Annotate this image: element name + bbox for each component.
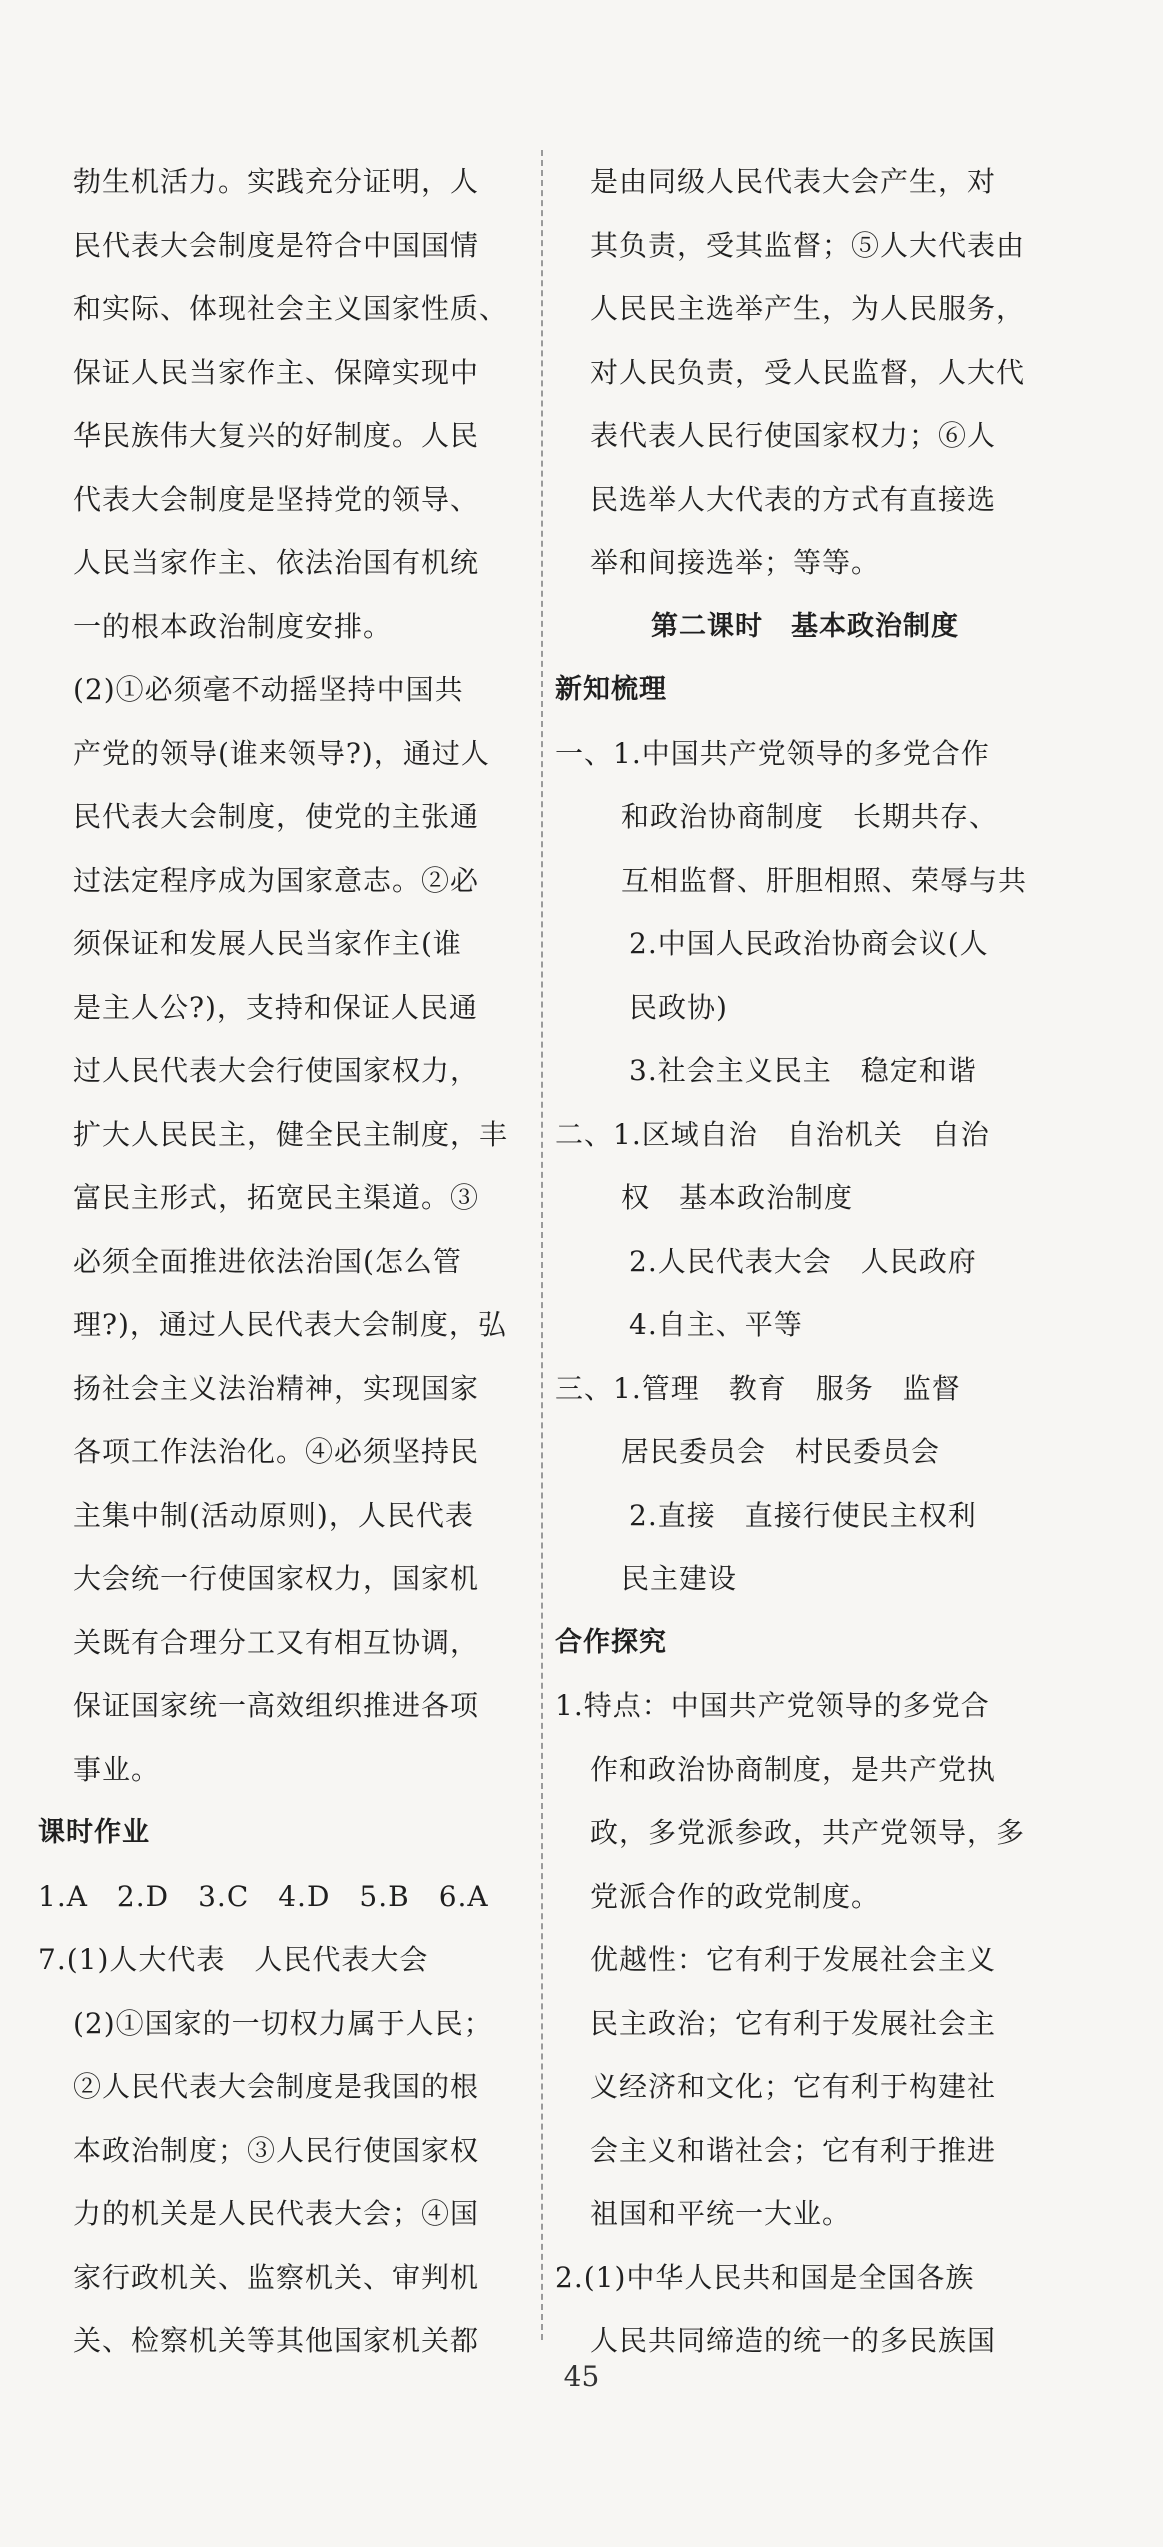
text-line: 产党的领导(谁来领导?)，通过人 (73, 736, 490, 770)
text-line: 对人民负责，受人民监督，人大代 (590, 355, 1026, 389)
text-line: 关、检察机关等其他国家机关都 (73, 2324, 480, 2357)
text-line: 4.自主、平等 (629, 1308, 803, 1341)
text-line: 事业。 (73, 1752, 161, 1786)
text-line: 一的根本政治制度安排。 (73, 609, 393, 643)
text-line: (2)①国家的一切权力属于人民； (73, 2006, 493, 2040)
text-line: 大会统一行使国家权力，国家机 (73, 1562, 480, 1595)
text-line: 过法定程序成为国家意志。②必 (73, 863, 480, 897)
text-line: 祖国和平统一大业。 (590, 2197, 852, 2230)
text-line: 其负责，受其监督；⑤人大代表由 (590, 228, 1026, 262)
text-line: 华民族伟大复兴的好制度。人民 (73, 419, 480, 452)
section-heading: 课时作业 (38, 1817, 150, 1848)
text-line: 家行政机关、监察机关、审判机 (73, 2260, 480, 2294)
text-line: 是主人公?)，支持和保证人民通 (73, 990, 478, 1024)
text-line: 扬社会主义法治精神，实现国家 (73, 1371, 480, 1405)
text-line: 关既有合理分工又有相互协调， (73, 1625, 480, 1659)
text-line: 义经济和文化；它有利于构建社 (590, 2070, 997, 2103)
section-heading: 第二课时 基本政治制度 (651, 610, 959, 642)
right-column (555, 150, 1055, 2373)
text-line: 权 基本政治制度 (621, 1181, 854, 1214)
text-line: 党派合作的政党制度。 (590, 1879, 881, 1913)
text-line: 主集中制(活动原则)，人民代表 (73, 1498, 474, 1532)
text-line: ②人民代表大会制度是我国的根 (73, 2070, 480, 2103)
text-line: (2)①必须毫不动摇坚持中国共 (73, 673, 464, 706)
text-line: 代表大会制度是坚持党的领导、 (73, 482, 480, 516)
text-line: 是由同级人民代表大会产生，对 (590, 165, 997, 198)
text-line: 优越性：它有利于发展社会主义 (590, 1943, 997, 1976)
text-line: 各项工作法治化。④必须坚持民 (73, 1435, 480, 1468)
text-line: 民主建设 (621, 1562, 738, 1595)
section-heading: 新知梳理 (555, 674, 667, 705)
text-line: 勃生机活力。实践充分证明，人 (73, 165, 480, 198)
text-line: 2.中国人民政治协商会议(人 (629, 927, 989, 960)
text-line: 富民主形式，拓宽民主渠道。③ (73, 1181, 480, 1214)
text-line: 必须全面推进依法治国(怎么管 (73, 1244, 462, 1278)
text-line: 二、1.区域自治 自治机关 自治 (555, 1117, 990, 1151)
text-line: 保证人民当家作主、保障实现中 (73, 355, 480, 389)
text-line: 1.A 2.D 3.C 4.D 5.B 6.A (38, 1879, 489, 1913)
section-heading: 合作探究 (555, 1626, 667, 1658)
text-line: 作和政治协商制度，是共产党执 (590, 1752, 997, 1786)
text-line: 2.人民代表大会 人民政府 (629, 1244, 977, 1278)
text-line: 理?)，通过人民代表大会制度，弘 (73, 1308, 507, 1341)
text-line: 民主政治；它有利于发展社会主 (590, 2006, 997, 2040)
text-line: 一、1.中国共产党领导的多党合作 (555, 736, 990, 770)
page-number: 45 (563, 2360, 600, 2393)
text-line: 人民民主选举产生，为人民服务， (590, 292, 1026, 325)
column-divider (541, 150, 543, 2340)
text-line: 民代表大会制度是符合中国国情 (73, 228, 480, 262)
text-line: 会主义和谐社会；它有利于推进 (590, 2133, 997, 2167)
text-line: 保证国家统一高效组织推进各项 (73, 1689, 480, 1722)
text-line: 人民当家作主、依法治国有机统 (73, 546, 480, 579)
text-line: 民代表大会制度，使党的主张通 (73, 800, 480, 833)
text-line: 2.直接 直接行使民主权利 (629, 1498, 977, 1532)
text-line: 2.(1)中华人民共和国是全国各族 (555, 2260, 975, 2294)
text-line: 3.社会主义民主 稳定和谐 (629, 1054, 977, 1087)
text-line: 政，多党派参政，共产党领导，多 (590, 1816, 1026, 1849)
text-line: 互相监督、肝胆相照、荣辱与共 (621, 863, 1028, 897)
text-line: 和政治协商制度 长期共存、 (621, 800, 999, 833)
text-line: 民选举人大代表的方式有直接选 (590, 482, 997, 516)
text-line: 1.特点：中国共产党领导的多党合 (555, 1689, 990, 1722)
left-column (38, 150, 528, 2373)
text-line: 本政治制度；③人民行使国家权 (73, 2133, 480, 2167)
text-line: 居民委员会 村民委员会 (621, 1435, 941, 1468)
text-line: 举和间接选举；等等。 (590, 546, 881, 579)
text-line: 民政协) (629, 990, 728, 1024)
text-line: 三、1.管理 教育 服务 监督 (555, 1371, 961, 1405)
text-line: 人民共同缔造的统一的多民族国 (590, 2324, 997, 2357)
text-line: 扩大人民民主，健全民主制度，丰 (73, 1117, 509, 1151)
text-line: 7.(1)人大代表 人民代表大会 (38, 1943, 429, 1976)
text-line: 和实际、体现社会主义国家性质、 (73, 292, 509, 325)
text-line: 力的机关是人民代表大会；④国 (73, 2197, 480, 2230)
text-line: 须保证和发展人民当家作主(谁 (73, 927, 462, 960)
text-line: 表代表人民行使国家权力；⑥人 (590, 419, 997, 452)
text-line: 过人民代表大会行使国家权力， (73, 1054, 480, 1087)
